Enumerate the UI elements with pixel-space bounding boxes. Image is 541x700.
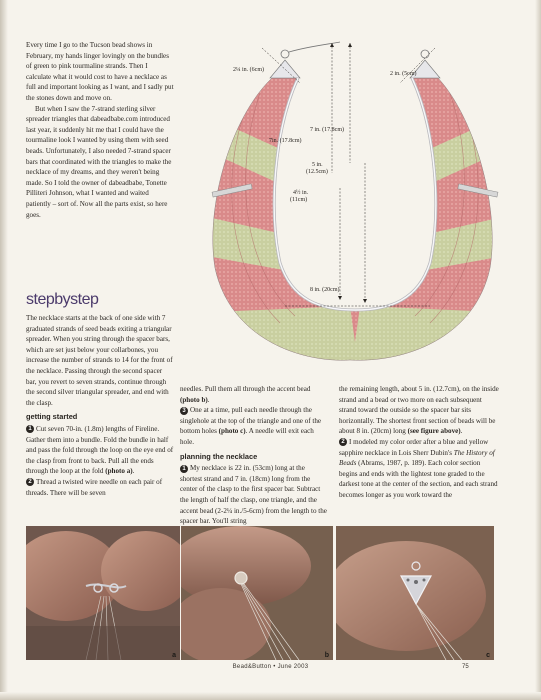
photo-c-image bbox=[336, 526, 494, 660]
dim-label-bottom: 8 in. (20cm) bbox=[310, 287, 340, 293]
page-bottom-shadow bbox=[0, 692, 541, 700]
book-title: The History of Beads bbox=[339, 448, 495, 468]
green-section bbox=[350, 306, 520, 378]
photo-b bbox=[181, 526, 333, 660]
step-text: I modeled my color order after a blue and yellow sapphire necklace in Lois Sherr Dubin's bbox=[339, 437, 489, 457]
necklace-diagram bbox=[190, 38, 520, 378]
dim-label-7in-a: 7 in. (17.8cm) bbox=[310, 127, 344, 133]
step-number-badge: 1 bbox=[180, 465, 188, 473]
section-title: stepbystep bbox=[26, 291, 99, 308]
intro-paragraph-2: But when I saw the 7-strand sterling silver spreader triangles that dabeadbabe.com introduced last year, it suddenly hit me that I could have the tourmaline look I wanted by using them with seed beads. Unfortunately, I also needed 7-strand spacer bars that coordinated with the triangles to make the necklace of my dreams, and they weren't being made. So I told the owner of dabeadbabe, Tonette Pilliteri Johnson, what I wanted and waited patiently – sort of. Now all the parts exist, so here goes. bbox=[26, 104, 172, 219]
intro-paragraph-1: Every time I go to the Tucson bead shows in February, my hands linger lovingly on the bundles of green to pink tourmaline strands. Then I calculate what it would cost to have a necklace as full and important looking as I want, and I sadly put the stones down and move on. bbox=[26, 41, 174, 102]
photo-a-image bbox=[26, 526, 180, 660]
getting-started-step-2-cont: needles. Pull them all through the accent bead (photo b). bbox=[180, 385, 311, 404]
planning-step-1 bbox=[180, 463, 328, 527]
step-column-c bbox=[339, 384, 499, 501]
intro-text-column bbox=[26, 40, 174, 220]
getting-started-step-3 bbox=[180, 405, 328, 447]
step-text: (Abrams, 1987, p. 189). Each color section begins and ends with the lightest tone graded to the darkest tone at the center of the section, and each strand becomes longer as you work toward the bbox=[339, 459, 498, 499]
photo-reference: (photo b) bbox=[180, 395, 208, 404]
page-gutter-shadow bbox=[0, 0, 8, 700]
photo-c bbox=[336, 526, 494, 660]
dim-label-left-top: 2¼ in. (6cm) bbox=[233, 67, 264, 73]
step-column-b bbox=[180, 384, 328, 527]
step-number-badge: 2 bbox=[339, 438, 347, 446]
dim-label-7in-b: 7in. (17.8cm) bbox=[269, 138, 302, 144]
step-text: Cut seven 70-in. (1.8m) lengths of Fireline. Gather them into a bundle. Fold the bundle in half and pass the fold through the loop on the eye end of the clasp from front to back. Pull all the ends through the loop at the fold bbox=[26, 424, 174, 476]
dim-label-right-top: 2 in. (5cm) bbox=[390, 71, 417, 77]
page-edge-shadow bbox=[535, 0, 541, 700]
page-footer: Bead&Button • June 2003 bbox=[232, 664, 309, 670]
pink-section bbox=[190, 38, 520, 378]
step-text: needles. Pull them all through the accent bead bbox=[180, 385, 311, 393]
left-accent-bead bbox=[281, 50, 289, 58]
getting-started-step-2 bbox=[26, 477, 174, 498]
photo-reference: (photo c) bbox=[218, 427, 246, 436]
planning-heading: planning the necklace bbox=[180, 451, 258, 461]
step-text: the remaining length, about 5 in. (12.7cm), on the inside strand and a bead or two more on each subsequent strand toward the outside so the spacer bar sits horizontally. The shortest front section of beads will be about 8 in. (20cm) long bbox=[339, 385, 499, 436]
figure-reference: (see figure above) bbox=[407, 427, 461, 436]
dim-label-45-2: (11cm) bbox=[290, 197, 308, 203]
planning-step-2 bbox=[339, 437, 499, 501]
step-text: My necklace is 22 in. (53cm) long at the shortest strand and 7 in. (18cm) long from the center of the clasp to the first spacer bar. Subtract the length of half the clasp, one triangle, and the accent bead (2-2¼ in./5-6cm) from the length to the spacer bar. You'll string bbox=[180, 464, 327, 526]
left-spreader-triangle bbox=[270, 60, 300, 78]
right-accent-bead bbox=[421, 50, 429, 58]
page-number: 75 bbox=[462, 664, 469, 670]
photo-b-label: b bbox=[324, 652, 329, 659]
photo-b-image bbox=[181, 526, 333, 660]
step-number-badge: 3 bbox=[180, 407, 188, 415]
dim-label-5in-2: (12.5cm) bbox=[306, 169, 328, 175]
dim-label-45-1: 4½ in. bbox=[293, 190, 309, 196]
photo-a-label: a bbox=[172, 652, 176, 659]
photo-c-label: c bbox=[486, 652, 490, 659]
step-number-badge: 1 bbox=[26, 425, 34, 433]
planning-step-1-cont: the remaining length, about 5 in. (12.7cm), on the inside strand and a bead or two more on each subsequent strand toward the outside so the spacer bar sits horizontally. The shortest front section of beads will be about 8 in. (20cm) long (see figure above). bbox=[339, 385, 499, 436]
photo-a bbox=[26, 526, 180, 660]
getting-started-heading: getting started bbox=[26, 412, 78, 422]
dim-label-5in-1: 5 in. bbox=[312, 162, 323, 168]
necklace-strands bbox=[190, 38, 520, 378]
step-number-badge: 2 bbox=[26, 478, 34, 486]
step-text: Thread a twisted wire needle on each pair of threads. There will be seven bbox=[26, 477, 163, 497]
green-section bbox=[190, 306, 360, 378]
step-intro-paragraph: The necklace starts at the back of one side with 7 graduated strands of seed beads exiting a triangular spreader. When you string through the spacer bars, which are set just below your collarbones, you increase the number of strands to 14 for the front of the necklace. Passing through the second spacer bar, you revert to seven strands, continue through the second silver triangular spreader, and end with the clasp. bbox=[26, 314, 173, 407]
photo-reference: (photo a) bbox=[105, 467, 133, 476]
step-column-a bbox=[26, 313, 174, 498]
step-text: . A needle will exit each hole. bbox=[180, 427, 314, 446]
step-text: One at a time, pull each needle through the singlehole at the top of the triangle and one of the bottom holes bbox=[180, 406, 322, 436]
getting-started-step-1: 1 Cut seven 70-in. (1.8m) lengths of Fireline. Gather them into a bundle. Fold the bundle in half and pass the fold through the loop on the eye end of the clasp from front to back. Pull all the ends through the loop at the fold (photo a). bbox=[26, 424, 174, 476]
